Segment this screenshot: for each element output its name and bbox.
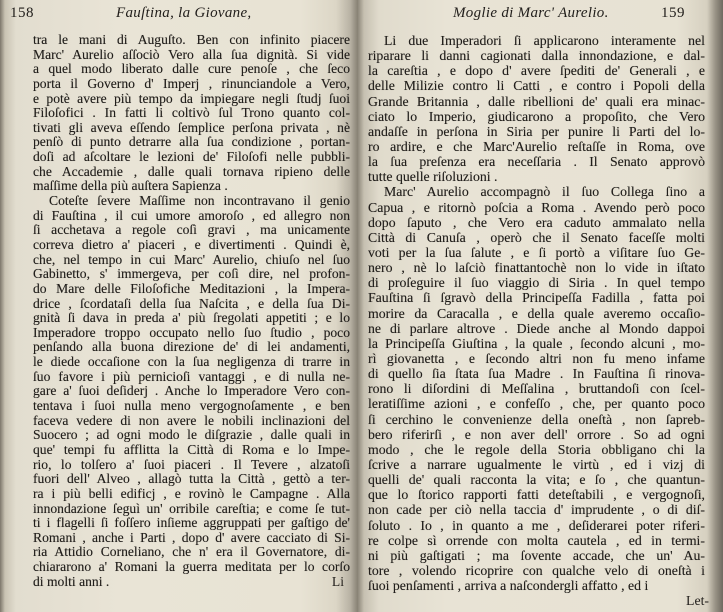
text-line: Coteſte ſevere Maſſime non incontravano il genio [49,193,350,209]
text-line: re colpe sì orrende con molta cautela , ed in termi- [368,532,705,548]
text-line: Suocero ; ad ogni modo le diſgrazie , dalle quali in [33,427,350,443]
text-line: fuori dell' Alveo , allagò tutta la Città , gettò a ter- [33,471,350,487]
text-line: modo , che le regole della Storia obbligano chi la [368,441,705,457]
text-line: ſuo favore i più pernicioſi vantaggi , e di nulla ne- [33,368,350,384]
text-line: porta il Governo d' Imperj , rinunciandole a Vero, [33,75,350,91]
paragraph [33,194,350,589]
text-line: tutte quelle riſoluzioni . [368,169,498,185]
right-page [357,0,723,612]
left-page [0,0,357,612]
text-line: ſuoi penſamenti , arriva a naſcondergli affatto , ed i [368,578,649,594]
body-text [368,33,709,608]
page-number: 159 [661,5,685,21]
paragraph [33,33,350,194]
text-line: Filoſofici . In fatti li coltivò ſul Trono quanto col- [33,105,350,121]
text-line: andaſſe in perſona in Siria per punire li Parti del lo- [368,123,705,139]
text-line: rono li diſordini di Meſſalina , bruttandoſi con ſcel- [368,381,705,397]
text-line: Marc' Aurelio accompagnò il ſuo Collega ſino a [384,184,705,200]
text-line: bero riferirſi , e non aver dell' orrore . So ad ogni [368,426,705,442]
text-line: faceva vedere di non avere le nobili inclinazioni del [33,412,350,428]
text-line: rio, lo tolſero a' ſuoi piaceri . Il Tevere , alzatoſi [33,456,350,472]
text-line: la Principeſſa Giuſtina , la quale , ſecondo alcuni , mo- [368,335,705,351]
text-line: ro ardire, e che Marc'Aurelio reſtaſſe in Roma, ove [368,138,705,154]
text-line: leratiſſime azioni , e confeſſo , che, per quanto poco [368,396,705,412]
paragraph [368,184,705,593]
text-line: e potè avere più tempo da impiegare negli ſtudj ſuoi [33,90,350,106]
text-line: tore , volendo ricoprire con qualche velo di oneſtà i [368,562,705,578]
text-line: do Mare delle Filoſofiche Meditazioni , la Impera- [33,280,350,296]
text-line: la careſtia , e dopo d' avere ſpediti de' Generali , e [368,63,705,79]
text-line: tivati gli aveva eſſendo ſemplice perſona privata , nè [33,119,350,135]
text-line: Romani , anche i Parti , dopo d' avere cacciato di Si- [33,529,350,545]
text-line: ni più gaſtigati ; ma ſovente accade, che un' Au- [368,547,705,563]
text-line: non cade per ciò nella taccia d' imprudente , o di diſ- [368,502,705,518]
body-text [33,33,350,589]
text-line: correva dietro a' piaceri , e divertimenti . Quindi è, [33,236,350,252]
text-line: que lo ſtorico rapporti fatti deteſtabili , e vergognoſi, [368,487,705,503]
text-line: innondazione ſeguì un' orribile careſtia; e come ſe tut- [33,500,350,516]
text-line: che Accademie , dalle quali tornava ripieno delle [33,163,350,179]
text-line: ſoluto . Io , in quanto a me , deſiderarei poter riferi- [368,517,705,533]
text-line: morire da Caracalla , e della quale averemo occaſio- [368,305,705,321]
text-line: ſi acchetava a regole coſì gravi , ma unicamente [33,222,350,238]
text-line: le diede occaſione con la ſua negligenza di trarre in [33,354,350,370]
text-line: di proſeguire il ſuo viaggio di Siria . In quel tempo [368,275,705,291]
page-number: 158 [10,5,34,21]
text-line: voti per la ſua ſalute , e ſi portò a viſitare ſuo Ge- [368,244,705,260]
text-line: gnità ſi dava in preda a' più ſregolati appetiti ; e lo [33,310,350,326]
running-head: Fauſtina, la Giovane, [116,5,252,21]
text-line: che, nel tempo in cui Marc' Aurelio, chiuſo nel ſuo [33,251,350,267]
text-line: Grande Britannia , dalle ribellioni de' quali era minac- [368,93,705,109]
paragraph [368,33,705,184]
text-line: Città di Canuſa , operò che il Senato faceſſe molti [368,229,705,245]
text-line: drice , ſcordataſi della ſua Naſcita , e della ſua Di- [33,295,350,311]
text-line: delle Milizie contro li Catti , e contro i Popoli della [368,78,705,94]
text-line: maſſime della più auſtera Sapienza . [33,178,228,194]
text-line: Gabinetto, s' immergeva, per coſì dire, nel profon- [33,266,350,282]
text-line: chiararono a' Romani la guerra meditata per lo corſo [33,559,350,575]
running-head: Moglie di Marc' Aurelio. [453,5,609,21]
text-line: dopo ſaputo , che Vero era caduto ammalato nella [368,214,705,230]
text-line: ſi cerchino le convenienze della oneſtà , non ſapreb- [368,411,705,427]
text-line: tentava i ſuoi nulla meno vergognoſamente , e ben [33,398,350,414]
catchword: Li [331,574,344,589]
text-line: doſi ad aſcoltare le lezioni de' Filoſofi nelle pubbli- [33,149,350,165]
text-line: ra i più belli edificj , e rovinò le Campagne . Alla [33,485,350,501]
text-line: Imperadore troppo occupato nello ſuo ſtudio , poco [33,324,350,340]
catchword: Let- [686,593,709,608]
text-line: gare a' ſuoi deſiderj . Anche lo Imperadore Vero con- [33,383,350,399]
text-line: penſò di punto detrarre alla ſua condizione , portan- [33,134,350,150]
text-line: Li due Imperadori ſi applicarono interamente nel [384,33,705,48]
text-line: que' tempi fu afflitta la Città di Roma e lo Impe- [33,441,350,457]
text-line: di Fauſtina , il cui umore amoroſo , ed allegro non [33,207,350,223]
text-line: ſcrive a narrare ugualmente le virtù , ed i vizj di [368,456,705,472]
text-line: riparare li danni cagionati dalla innondazione, e dal- [368,48,705,64]
text-line: Capua , e ritornò poſcia a Roma . Avendo però poco [368,199,705,215]
text-line: ria Attidio Corneliano, che n' era il Governatore, di- [33,544,350,560]
text-line: nero , nè lo laſciò finattantochè non lo vide in iſtato [368,260,705,276]
text-line: ti i flagelli ſi foſſero inſieme aggruppati per gaſtigo de' [33,515,350,531]
text-line: penſando alla buona direzione de' di lei andamenti, [33,339,350,355]
text-line: quelli de' quali racconta la vita; e ſo , che quantun- [368,472,705,488]
text-line: di quello ſia ſtata ſua Madre . In Fauſtina ſi rinova- [368,366,705,382]
text-line: ne di parlare altrove . Diede anche al Mondo dappoi [368,320,705,336]
text-line: a quel modo liberato dalle cure penoſe , che ſeco [33,61,350,77]
text-line: la ſua preſenza era neceſſaria . Il Senato approvò [368,154,705,170]
text-line: tra le mani di Auguſto. Ben con infinito piacere [33,32,350,47]
text-line: ciato lo Imperio, giudicarono a propoſito, che Vero [368,108,705,124]
text-line: Marc' Aurelio aſſociò Vero alla ſua dignità. Si vide [33,46,350,62]
text-line: Fauſtina ſi ſgravò della Principeſſa Fadilla , fatta poi [368,290,705,306]
text-line: rì giovanetta , e ſecondo altri non fu meno infame [368,350,705,366]
text-line: di molti anni . [33,573,110,589]
